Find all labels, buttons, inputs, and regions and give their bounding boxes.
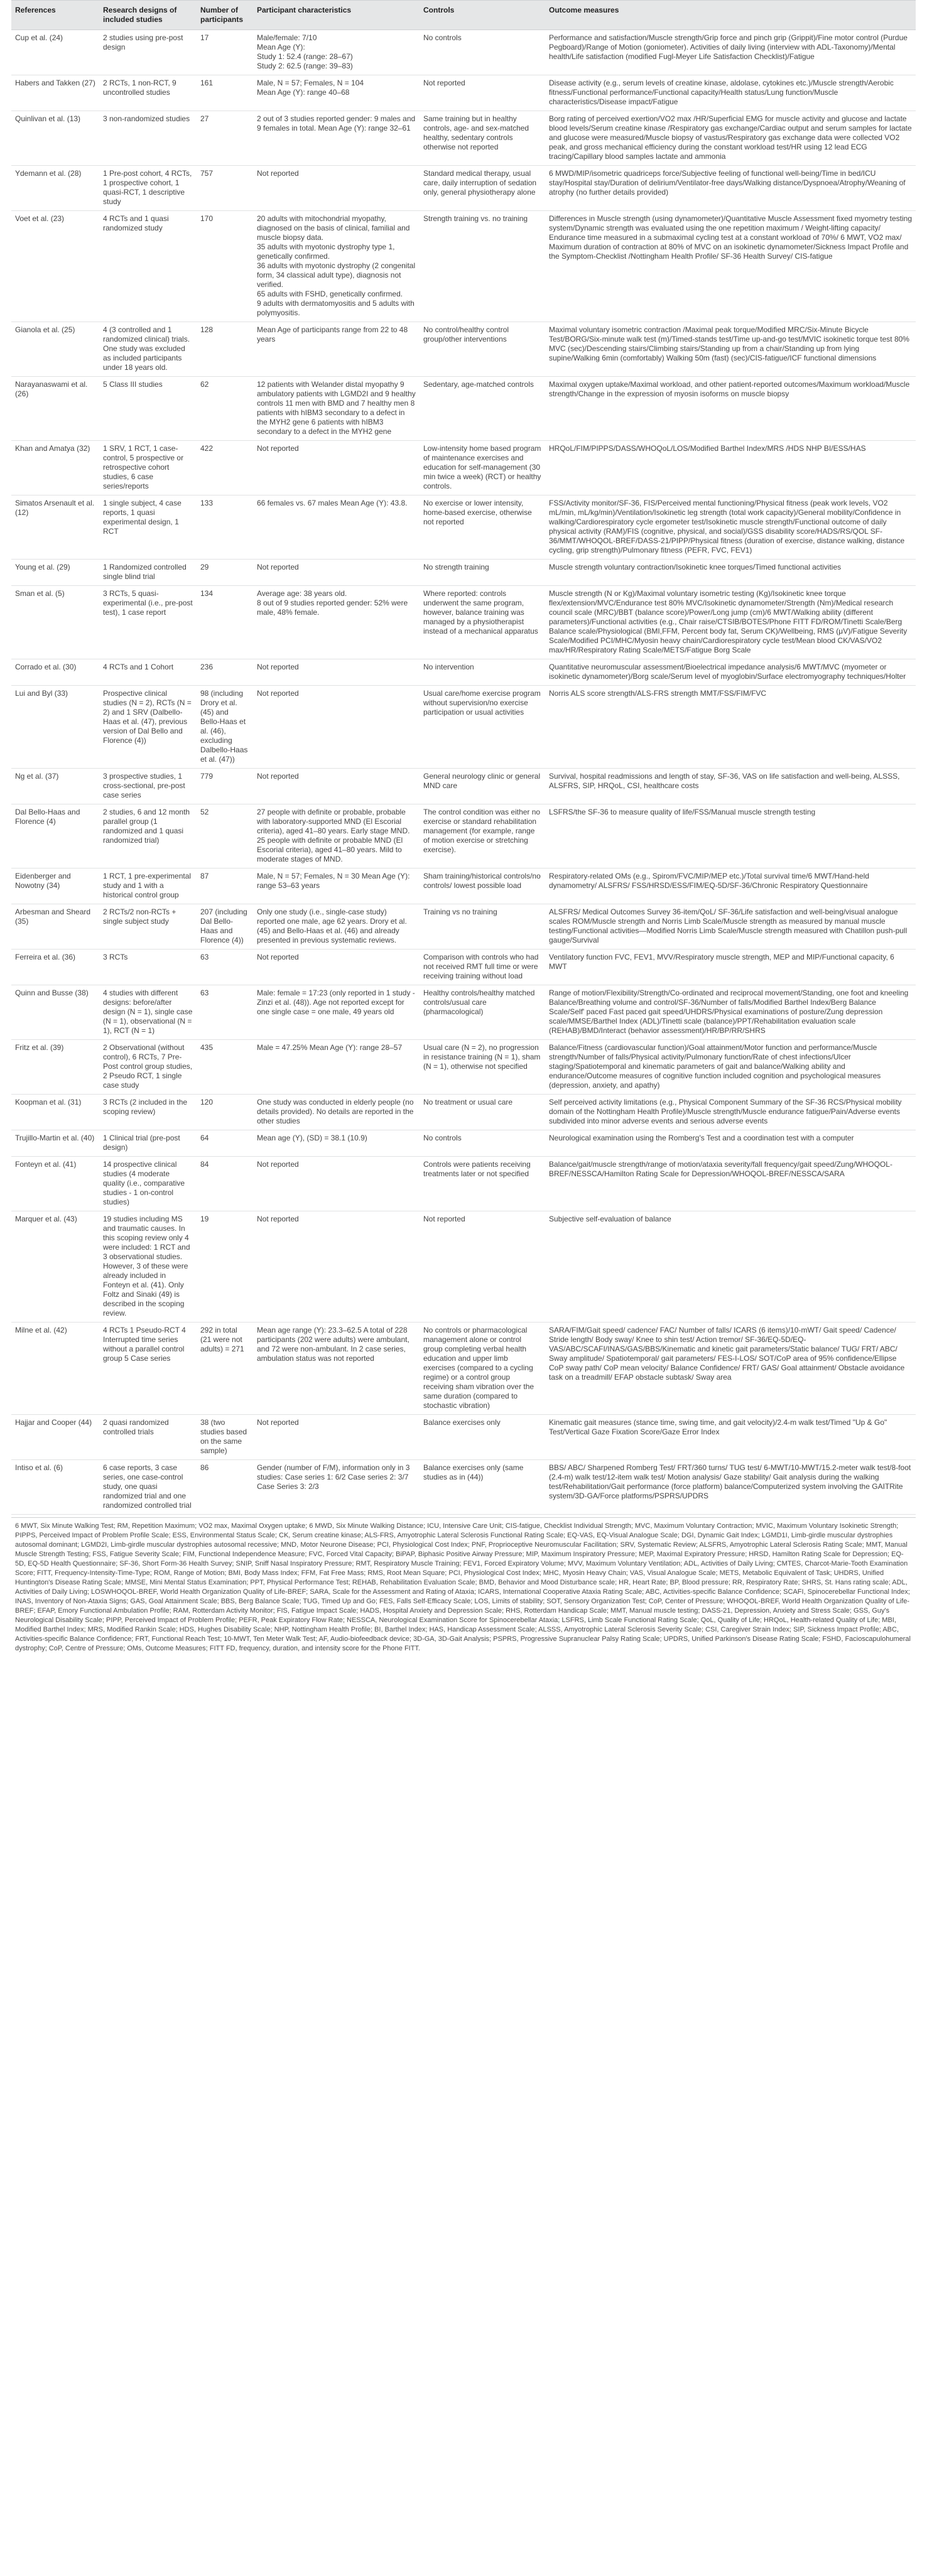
reference-cell: Quinn and Busse (38)	[11, 985, 99, 1040]
outcomes-cell: Balance/Fitness (cardiovascular function)/Goal attainment/Motor function and performance/Muscle strength/Number of falls/Physical activity/Pulmonary function/Rate of chest infections/Ulcer staging/Spatiotemporal and kinematic parameters of gait and balance/Walking ability and endurance/Outcome measures of cognitive function included cognition and psychological measures (depression, anxiety, and apathy)	[545, 1040, 916, 1095]
reference-cell: Young et al. (29)	[11, 560, 99, 586]
design-cell: 2 quasi randomized controlled trials	[99, 1415, 197, 1460]
outcomes-cell: Self perceived activity limitations (e.g., Physical Component Summary of the SF-36 RCS/Physical mobility domain of the Nottingham Health Profile)/Muscle strength/Muscle endurance fatigue/Pain/Adverse events subdivided into minor adverse events and serious adverse events	[545, 1095, 916, 1130]
reference-cell: Intiso et al. (6)	[11, 1460, 99, 1515]
characteristics-cell: Mean Age of participants range from 22 to 48 years	[253, 322, 420, 377]
table-row	[11, 904, 916, 950]
reference-cell: Ng et al. (37)	[11, 769, 99, 804]
participants-cell: 292 in total (21 were not adults) = 271	[197, 1323, 253, 1415]
reference-cell: Trujillo-Martin et al. (40)	[11, 1130, 99, 1157]
reference-cell: Dal Bello-Haas and Florence (4)	[11, 804, 99, 869]
participants-cell: 170	[197, 211, 253, 322]
controls-cell: Sedentary, age-matched controls	[420, 377, 545, 441]
outcomes-cell: Balance/gait/muscle strength/range of motion/ataxia severity/fall frequency/gait speed/Zung/WHOQOL-BREF/NESSCA/Hamilton Rating Scale for Depression/WHOQOL-BREF/NESSCA/SARA	[545, 1157, 916, 1211]
controls-cell: Balance exercises only (same studies as in (44))	[420, 1460, 545, 1515]
table-body	[11, 30, 916, 1515]
outcomes-cell: Differences in Muscle strength (using dynamometer)/Quantitative Muscle Assessment fixed myometry testing system/Dynamic strength was evaluated using the one repetition maximum / Weight-lifting capacity/ Endurance time measured in a submaximal cycling test at a constant workload of 70%/ 6 MWT, VO2 max/ Maximum duration of contraction at 80% of MVC on an isokinetic dynamometer/Sickness Impact Profile and the Symptom-Checklist /Nottingham Health Profile/ SF-36 Health Survey/ CIS-fatigue	[545, 211, 916, 322]
reference-cell: Koopman et al. (31)	[11, 1095, 99, 1130]
outcomes-cell: Disease activity (e.g., serum levels of creatine kinase, aldolase, cytokines etc.)/Muscle strength/Aerobic fitness/Functional performance/Functional capacity/Health status/Lung function/Muscle characteristics/Disease impact/Fatigue	[545, 75, 916, 111]
controls-cell: Healthy controls/healthy matched controls/usual care (pharmacological)	[420, 985, 545, 1040]
reference-cell: Hajjar and Cooper (44)	[11, 1415, 99, 1460]
controls-cell: No control/healthy control group/other interventions	[420, 322, 545, 377]
design-cell: 4 RCTs 1 Pseudo-RCT 4 Interrupted time series without a parallel control group 5 Case series	[99, 1323, 197, 1415]
reference-cell: Habers and Takken (27)	[11, 75, 99, 111]
controls-cell: No strength training	[420, 560, 545, 586]
reference-cell: Gianola et al. (25)	[11, 322, 99, 377]
outcomes-cell: Respiratory-related OMs (e.g., Spirom/FVC/MIP/MEP etc.)/Total survival time/6 MWT/Hand-held dynamometry/ ALSFRS/ FSS/HRSD/ESS/FIM/EQ-5D/SF-36/Chronic Respiratory Questionnaire	[545, 869, 916, 904]
design-cell: 2 studies, 6 and 12 month parallel group (1 randomized and 1 quasi randomized trial)	[99, 804, 197, 869]
design-cell: 4 studies with different designs: before/after design (N = 1), single case (N = 1), observational (N = 1), RCT (N = 1)	[99, 985, 197, 1040]
outcomes-cell: Maximal oxygen uptake/Maximal workload, and other patient-reported outcomes/Maximum workload/Muscle strength/Change in the expression of myosin isoforms on muscle biopsy	[545, 377, 916, 441]
characteristics-cell: Not reported	[253, 686, 420, 769]
design-cell: 4 RCTs and 1 quasi randomized study	[99, 211, 197, 322]
controls-cell: Balance exercises only	[420, 1415, 545, 1460]
header-cell: Participant characteristics	[253, 1, 420, 30]
design-cell: 2 Observational (without control), 6 RCTs, 7 Pre-Post control group studies, 2 Pseudo RCT, 1 single case study	[99, 1040, 197, 1095]
header-cell: Controls	[420, 1, 545, 30]
characteristics-cell: Not reported	[253, 659, 420, 686]
outcomes-cell: Ventilatory function FVC, FEV1, MVV/Respiratory muscle strength, MEP and MIP/Functional capacity, 6 MWT	[545, 950, 916, 985]
reference-cell: Lui and Byl (33)	[11, 686, 99, 769]
characteristics-cell: Average age: 38 years old. 8 out of 9 studies reported gender: 52% were male, 48% female.	[253, 586, 420, 659]
participants-cell: 62	[197, 377, 253, 441]
participants-cell: 757	[197, 166, 253, 211]
table-row	[11, 1095, 916, 1130]
characteristics-cell: Not reported	[253, 1415, 420, 1460]
outcomes-cell: ALSFRS/ Medical Outcomes Survey 36-item/QoL/ SF-36/Life satisfaction and well-being/visual analogue scales ROM/Muscle strength and Norris Limb Scale/Muscle strength as measured by manual muscle testing/Functional activities—Modified Norris Limb Scale/Muscle strength measured with Chatillon push-pull gauge/Survival	[545, 904, 916, 950]
table-header	[11, 1, 916, 30]
controls-cell: Standard medical therapy, usual care, daily interruption of sedation only, general physiotherapy alone	[420, 166, 545, 211]
outcomes-cell: Norris ALS score strength/ALS-FRS strength MMT/FSS/FIM/FVC	[545, 686, 916, 769]
controls-cell: No controls	[420, 1130, 545, 1157]
table-row	[11, 869, 916, 904]
design-cell: 1 SRV, 1 RCT, 1 case-control, 5 prospective or retrospective cohort studies, 6 case series/reports	[99, 441, 197, 495]
characteristics-cell: Male/female: 7/10 Mean Age (Y): Study 1: 52.4 (range: 28–67) Study 2: 62.5 (range: 39–83)	[253, 30, 420, 75]
table-row	[11, 560, 916, 586]
table-row	[11, 1130, 916, 1157]
table-row	[11, 211, 916, 322]
outcomes-cell: Range of motion/Flexibility/Strength/Co-ordinated and reciprocal movement/Standing, one foot and kneeling Balance/Breathing volume and control/SF-36/Number of falls/Modified Barthel Index/Berg Balance Scale/Self' paced Fast paced gait speed/UHDRS/Physical examinations of posture/Zung depression scale/MMSE/Barthel Index (ADL)/Tinetti scale (balance)/PPT/Rehabilitation evaluation scale (REHAB)/BMD/Interact (behavior assessment)/HR/BP/RR/SHRS	[545, 985, 916, 1040]
controls-cell: Strength training vs. no training	[420, 211, 545, 322]
design-cell: 6 case reports, 3 case series, one case-control study, one quasi randomized trial and one randomized controlled trial	[99, 1460, 197, 1515]
design-cell: 3 RCTs (2 included in the scoping review)	[99, 1095, 197, 1130]
participants-cell: 779	[197, 769, 253, 804]
participants-cell: 84	[197, 1157, 253, 1211]
outcomes-cell: Performance and satisfaction/Muscle strength/Grip force and pinch grip (Grippit)/Fine motor control (Purdue Pegboard)/Range of Motion (goniometer). Activities of daily living (interview with ADL-Taxonomy)/Mental health/Life satisfaction (modified Fugl-Meyer Life Satisfaction Checklist)/Fatigue	[545, 30, 916, 75]
controls-cell: Same training but in healthy controls, age- and sex-matched healthy, sedentary controls otherwise not reported	[420, 111, 545, 166]
controls-cell: Low-intensity home based program of maintenance exercises and education for self-management (30 min twice a week) (RCT) or healthy controls.	[420, 441, 545, 495]
table-row	[11, 1211, 916, 1323]
references-table	[11, 0, 916, 1515]
participants-cell: 120	[197, 1095, 253, 1130]
participants-cell: 87	[197, 869, 253, 904]
design-cell: 3 RCTs	[99, 950, 197, 985]
outcomes-cell: BBS/ ABC/ Sharpened Romberg Test/ FRT/360 turns/ TUG test/ 6-MWT/10-MWT/15.2-meter walk test/8-foot (2.4-m) walk test/12-item walk test/ Motion analysis/ Gaze stability/ Gait analysis during the walking test/Rehabilitation/Gait performance (force platform) balance/Computerized system involving the GAITRite system/3D-GA/Force platforms/PSPRS/UPDRS	[545, 1460, 916, 1515]
controls-cell: No treatment or usual care	[420, 1095, 545, 1130]
controls-cell: Sham training/historical controls/no controls/ lowest possible load	[420, 869, 545, 904]
characteristics-cell: 27 people with definite or probable, probable with laboratory-supported MND (El Escorial criteria), aged 41–80 years. Early stage MND. 25 people with definite or probable MND (El Escorial criteria), aged 41–80 years. Mild to moderate stages of MND.	[253, 804, 420, 869]
design-cell: 19 studies including MS and traumatic causes. In this scoping review only 4 were included: 1 RCT and 3 observational studies. However, 3 of these were already included in Fonteyn et al. (41). Only Foltz and Sinaki (49) is described in the scoping review.	[99, 1211, 197, 1323]
characteristics-cell: Not reported	[253, 950, 420, 985]
reference-cell: Simatos Arsenault et al. (12)	[11, 495, 99, 560]
outcomes-cell: Neurological examination using the Romberg's Test and a coordination test with a computer	[545, 1130, 916, 1157]
participants-cell: 161	[197, 75, 253, 111]
table-row	[11, 1157, 916, 1211]
controls-cell: No controls	[420, 30, 545, 75]
reference-cell: Ferreira et al. (36)	[11, 950, 99, 985]
outcomes-cell: SARA/FIM/Gait speed/ cadence/ FAC/ Number of falls/ ICARS (6 items)/10-mWT/ Gait speed/ Cadence/ Stride length/ Body sway/ Knee to shin test/ Action tremor/ SF-36/EQ-5D/EQ-VAS/ABC/SCAFI/INAS/GAS/BBS/Kinematic and kinetic gait parameters/Static balance/ TUG/ FRT/ ABC/ Sway amplitude/ Spatiotemporal/ gait parameters/ FES-I-LOS/ SOT/CoP area of 95% confidence/Ellipse CoP sway path/ CoP mean velocity/ Balance Confidence/ FRT/ GAS/ Goal attainment/ Obstacle avoidance task on a treadmill/ EFAP obstacle subtask/ Sway area	[545, 1323, 916, 1415]
design-cell: 2 studies using pre-post design	[99, 30, 197, 75]
controls-cell: Comparison with controls who had not received RMT full time or were receiving training without load	[420, 950, 545, 985]
controls-cell: Usual care (N = 2), no progression in resistance training (N = 1), sham (N = 1), otherwise not specified	[420, 1040, 545, 1095]
table-row	[11, 985, 916, 1040]
characteristics-cell: Only one study (i.e., single-case study) reported one male, age 62 years. Drory et al. (45) and Bello-Haas et al. (46) and already presented in previous systematic reviews.	[253, 904, 420, 950]
design-cell: 2 RCTs, 1 non-RCT, 9 uncontrolled studies	[99, 75, 197, 111]
outcomes-cell: Borg rating of perceived exertion/VO2 max /HR/Superficial EMG for muscle activity and glucose and lactate blood levels/Serum creatine kinase /Respiratory gas exchange/Cardiac output and serum samples for lactate and glucose were measured/Muscle biopsy of vastus/Respiratory gas exchange data were collected VO2 peak, and gross mechanical efficiency during the constant workload test/HR using 12 lead ECG tracing/Capillary blood samples lactate and ammonia	[545, 111, 916, 166]
characteristics-cell: Mean age (Y), (SD) = 38.1 (10.9)	[253, 1130, 420, 1157]
controls-cell: Not reported	[420, 1211, 545, 1323]
characteristics-cell: 20 adults with mitochondrial myopathy, diagnosed on the basis of clinical, familial and muscle biopsy data. 35 adults with myotonic dystrophy type 1, genetically confirmed. 36 adults with myotonic dystrophy (2 congenital form, 34 classical adult type), diagnosis not verified. 65 adults with FSHD, genetically confirmed. 9 adults with dermatomyositis and 5 adults with polymyositis.	[253, 211, 420, 322]
outcomes-cell: HRQoL/FIM/PIPPS/DASS/WHOQoL/LOS/Modified Barthel Index/MRS /HDS NHP BI/ESS/HAS	[545, 441, 916, 495]
controls-cell: No exercise or lower intensity, home-based exercise, otherwise not reported	[420, 495, 545, 560]
participants-cell: 29	[197, 560, 253, 586]
characteristics-cell: Not reported	[253, 1211, 420, 1323]
participants-cell: 63	[197, 985, 253, 1040]
table-row	[11, 30, 916, 75]
characteristics-cell: Male: female = 17:23 (only reported in 1 study - Zinzi et al. (48)). Age not reported except for one single case = one male, 49 years old	[253, 985, 420, 1040]
controls-cell: No controls or pharmacological management alone or control group completing verbal health education and upper limb exercises (compared to a cycling regime) or a control group receiving sham vibration over the same duration (compared to stochastic vibration)	[420, 1323, 545, 1415]
outcomes-cell: Quantitative neuromuscular assessment/Bioelectrical impedance analysis/6 MWT/MVC (myometer or isokinetic dynamometer)/Borg scale/Serum level of myoglobin/Surface electromyography techniques/Holter	[545, 659, 916, 686]
table-row	[11, 659, 916, 686]
table-footnote: 6 MWT, Six Minute Walking Test; RM, Repetition Maximum; VO2 max, Maximal Oxygen uptake; 6 MWD, Six Minute Walking Distance; ICU, Intensive Care Unit; CIS-fatigue, Checklist Individual Strength; MVC, Maximum Voluntary Contraction; MVIC, Maximum Voluntary Isokinetic Strength; PIPPS, Perceived Impact of Problem Profile Scale; ESS, Environmental Status Scale; CK, Serum creatine kinase; ALS-FRS, Amyotrophic Lateral Sclerosis Functional Rating Scale; EQ-VAS, EQ-Visual Analogue Scale; DGI, Dynamic Gait Index; LGMD1I, Limb-girdle muscular dystrophies autosomal dominant; LGMD2I, Limb-girdle muscular dystrophies autosomal recessive; MND, Motor Neurone Disease; PCI, Physiological Cost Index; PNF, Proprioceptive Neuromuscular Facilitation; SRV, Systematic Review; ALSFRS, Amyotrophic Lateral Sclerosis Rating Scale; MMT, Manual Muscle Strength Testing; FSS, Fatigue Severity Scale; FIM, Functional Independence Measure; FVC, Forced Vital Capacity; BiPAP, Biphasic Positive Airway Pressure; MIP, Maximum Inspiratory Pressure; MEP, Maximal Expiratory Pressure; HRSD, Hamilton Rating Scale for Depression; EQ-5D, EQ-5D Health Questionnaire; SF-36, Short Form-36 Health Survey; SNIP, Sniff Nasal Inspiratory Pressure; RMT, Respiratory Muscle Training; FEV1, Forced Expiratory Volume; MVV, Maximum Voluntary Ventilation; ADL, Activities of Daily Living; CMTES, Charcot-Marie-Tooth Examination Score; FITT, Frequency-Intensity-Time-Type; ROM, Range of Motion; BMI, Body Mass Index; FFM, Fat Free Mass; RMS, Root Mean Square; PCI, Physiological Cost Index; MHC, Myosin Heavy Chain; VAS, Visual Analogue Scale; METS, Metabolic Equivalent of Task; UHDRS, Unified Huntington's Disease Rating Scale; MMSE, Mini Mental Status Examination; PPT, Physical Performance Test; REHAB, Rehabilitation Evaluation Scale; BMD, Behavior and Mood Disturbance scale; HR, Heart Rate; BP, Blood pressure; RR, Respiratory Rate; SHRS, St. Hans rating scale; ADL, Activities of Daily Living; LOSWHOQOL-BREF, World Health Organization Quality of Life-BREF; SARA, Scale for the Assessment and Rating of Ataxia; ICARS, International Cooperative Ataxia Rating Scale; ABC, Activities-specific Balance Confidence; SCAFI, Spinocerebellar Functional Index; INAS, Inventory of Non-Ataxia Signs; GAS, Goal Attainment Scale; BBS, Berg Balance Scale; TUG, Timed Up and Go; FES, Falls Self-Efficacy Scale; LOS, Limits of stability; SOT, Sensory Organization Test; CoP, Center of Pressure; WHOQOL-BREF, World Health Organization Quality of Life-BREF; EFAP, Emory Functional Ambulation Profile; RAM, Rotterdam Activity Monitor; FIS, Fatigue Impact Scale; HADS, Hospital Anxiety and Depression Scale; RHS, Rotterdam Handicap Scale; MMT, Manual muscle testing; DASS-21, Depression, Anxiety and Stress Scale; GSS, Guy's Neurological Disability Scale; PIPP, Perceived Impact of Problem Profile; PEFR, Peak Expiratory Flow Rate; NESSCA, Neurological Examination Score for Spinocerebellar Ataxia; LSFRS, Limb Scale Functional Rating Scale; QoL, Quality of Life; HRQoL, Health-related Quality of Life; MBI, Modified Barthel Index; MRS, Modified Rankin Scale; HDS, Hughes Disability Scale; NHP, Nottingham Health Profile; BI, Barthel Index; HAS, Handicap Assessment Scale; ALSSS, Amyotrophic Lateral Sclerosis Severity Scale; CSI, Caregiver Strain Index; SIP, Sickness Impact Profile; ABC, Activities-specific Balance Confidence; FRT, Functional Reach Test; 10-MWT, Ten Meter Walk Test; AF, Audio-biofeedback device; 3D-GA, 3D-Gait Analysis; PSPRS, Progressive Supranuclear Palsy Rating Scale; UPDRS, Unified Parkinson's Disease Rating Scale; FSHD, Facioscapulohumeral dystrophy; CoP, Centre of Pressure; OMs, Outcome Measures; FITT FD, frequency, duration, and intensity score for the Phone FITT.	[11, 1517, 916, 1659]
participants-cell: 435	[197, 1040, 253, 1095]
table-row	[11, 322, 916, 377]
outcomes-cell: Survival, hospital readmissions and length of stay, SF-36, VAS on life satisfaction and well-being, ALSSS, ALSFRS, SIP, HRQoL, CSI, healthcare costs	[545, 769, 916, 804]
reference-cell: Arbesman and Sheard (35)	[11, 904, 99, 950]
participants-cell: 64	[197, 1130, 253, 1157]
participants-cell: 52	[197, 804, 253, 869]
design-cell: 3 prospective studies, 1 cross-sectional, pre-post case series	[99, 769, 197, 804]
characteristics-cell: Not reported	[253, 166, 420, 211]
reference-cell: Eidenberger and Nowotny (34)	[11, 869, 99, 904]
controls-cell: Controls were patients receiving treatments later or not specified	[420, 1157, 545, 1211]
header-cell: Outcome measures	[545, 1, 916, 30]
design-cell: 1 Randomized controlled single blind trial	[99, 560, 197, 586]
reference-cell: Voet et al. (23)	[11, 211, 99, 322]
characteristics-cell: Male, N = 57; Females, N = 104 Mean Age (Y): range 40–68	[253, 75, 420, 111]
participants-cell: 98 (including Drory et al. (45) and Bello-Haas et al. (46), excluding Dalbello-Haas et al. (47))	[197, 686, 253, 769]
controls-cell: Training vs no training	[420, 904, 545, 950]
outcomes-cell: Kinematic gait measures (stance time, swing time, and gait velocity)/2.4-m walk test/Timed "Up & Go" Test/Vertical Gaze Fixation Score/Gaze Error Index	[545, 1415, 916, 1460]
design-cell: 1 single subject, 4 case reports, 1 quasi experimental design, 1 RCT	[99, 495, 197, 560]
table-row	[11, 75, 916, 111]
participants-cell: 19	[197, 1211, 253, 1323]
table-row	[11, 769, 916, 804]
design-cell: 14 prospective clinical studies (4 moderate quality (i.e., comparative studies - 1 on-control studies)	[99, 1157, 197, 1211]
characteristics-cell: Not reported	[253, 560, 420, 586]
reference-cell: Corrado et al. (30)	[11, 659, 99, 686]
design-cell: 1 RCT, 1 pre-experimental study and 1 with a historical control group	[99, 869, 197, 904]
table-row	[11, 1460, 916, 1515]
table-row	[11, 686, 916, 769]
reference-cell: Ydemann et al. (28)	[11, 166, 99, 211]
reference-cell: Quinlivan et al. (13)	[11, 111, 99, 166]
participants-cell: 27	[197, 111, 253, 166]
participants-cell: 86	[197, 1460, 253, 1515]
table-row	[11, 586, 916, 659]
characteristics-cell: Not reported	[253, 769, 420, 804]
characteristics-cell: Not reported	[253, 441, 420, 495]
controls-cell: The control condition was either no exercise or standard rehabilitation management (for example, range of motion exercise or stretching exercise).	[420, 804, 545, 869]
header-cell: Number of participants	[197, 1, 253, 30]
reference-cell: Fritz et al. (39)	[11, 1040, 99, 1095]
table-row	[11, 1040, 916, 1095]
table-header-row	[11, 1, 916, 30]
characteristics-cell: 12 patients with Welander distal myopathy 9 ambulatory patients with LGMD2I and 9 healthy controls 11 men with BMD and 7 healthy men 8 patients with hIBM3 secondary to a defect in the MYH2 gene 6 patients with hIBM3 secondary to a defect in the MYH2 gene	[253, 377, 420, 441]
design-cell: 4 (3 controlled and 1 randomized clinical) trials. One study was excluded as included participants under 18 years old.	[99, 322, 197, 377]
table-row	[11, 1415, 916, 1460]
outcomes-cell: Muscle strength (N or Kg)/Maximal voluntary isometric testing (Kg)/Isokinetic knee torque flex/extension/MVC/Endurance test 80% MVC/Isokinetic dynamometer/Strength (Nm)/Medical research council scale (MRC)/BBT (balance score)/Power/Long jump (cm)/6 MWT/Walking ability (different parameters)/Functional activities (e.g., Chair raise/CTSIB/BOTES/Phone FITT FD/ROM/Tinetti Scale/Berg Balance scale/Physiological (BMI,FFM, Percent body fat, Serum CK)/Wellbeing, RMS (μV)/Fatigue Severity Scale/Modified PCI/MHC/Myosin heavy chain/Cardiorespiratory cycle test/Mean blood CK/VAS/VO2 max/HR/Respiratory Rating Scale/METS/Fatigue Borg Scale	[545, 586, 916, 659]
table-row	[11, 804, 916, 869]
participants-cell: 134	[197, 586, 253, 659]
table-row	[11, 495, 916, 560]
characteristics-cell: One study was conducted in elderly people (no details provided). No details are reported in the other studies	[253, 1095, 420, 1130]
characteristics-cell: Not reported	[253, 1157, 420, 1211]
table-row	[11, 166, 916, 211]
design-cell: 5 Class III studies	[99, 377, 197, 441]
characteristics-cell: Male, N = 57; Females, N = 30 Mean Age (Y): range 53–63 years	[253, 869, 420, 904]
table-row	[11, 1323, 916, 1415]
characteristics-cell: 66 females vs. 67 males Mean Age (Y): 43.8.	[253, 495, 420, 560]
header-cell: Research designs of included studies	[99, 1, 197, 30]
participants-cell: 128	[197, 322, 253, 377]
design-cell: 3 RCTs, 5 quasi-experimental (i.e., pre-post test), 1 case report	[99, 586, 197, 659]
design-cell: 3 non-randomized studies	[99, 111, 197, 166]
characteristics-cell: Mean age range (Y): 23.3–62.5 A total of 228 participants (202 were adults) were ambulant, and 72 were non-ambulant. In 2 case series, ambulation status was not reported	[253, 1323, 420, 1415]
controls-cell: No intervention	[420, 659, 545, 686]
participants-cell: 133	[197, 495, 253, 560]
participants-cell: 63	[197, 950, 253, 985]
reference-cell: Narayanaswami et al. (26)	[11, 377, 99, 441]
table-row	[11, 377, 916, 441]
controls-cell: General neurology clinic or general MND care	[420, 769, 545, 804]
table-row	[11, 950, 916, 985]
outcomes-cell: Maximal voluntary isometric contraction /Maximal peak torque/Modified MRC/Six-Minute Bicycle Test/BORG/Six-minute walk test (m)/Timed-stands test/Time up-and-go test/MVIC isokinetic torque test 80% MVC (sec)/Descending stairs/Climbing stairs/Standing up from a chair/Standing up from lying supine/Walking 6min (comfortably) Walking 50m (fast) (sec)/CIS-fatigue/ICF functional dimensions	[545, 322, 916, 377]
reference-cell: Khan and Amatya (32)	[11, 441, 99, 495]
reference-cell: Cup et al. (24)	[11, 30, 99, 75]
table-row	[11, 441, 916, 495]
participants-cell: 422	[197, 441, 253, 495]
reference-cell: Milne et al. (42)	[11, 1323, 99, 1415]
characteristics-cell: Male = 47.25% Mean Age (Y): range 28–57	[253, 1040, 420, 1095]
design-cell: Prospective clinical studies (N = 2), RCTs (N = 2) and 1 SRV (Dalbello-Haas et al. (47), previous version of Dal Bello and Florence (4))	[99, 686, 197, 769]
controls-cell: Not reported	[420, 75, 545, 111]
participants-cell: 38 (two studies based on the same sample)	[197, 1415, 253, 1460]
controls-cell: Usual care/home exercise program without supervision/no exercise participation or usual activities	[420, 686, 545, 769]
design-cell: 1 Clinical trial (pre-post design)	[99, 1130, 197, 1157]
reference-cell: Marquer et al. (43)	[11, 1211, 99, 1323]
participants-cell: 207 (including Dal Bello-Haas and Florence (4))	[197, 904, 253, 950]
design-cell: 4 RCTs and 1 Cohort	[99, 659, 197, 686]
reference-cell: Sman et al. (5)	[11, 586, 99, 659]
outcomes-cell: FSS/Activity monitor/SF-36, FIS/Perceived mental functioning/Physical fitness (peak work levels, VO2 mL/min, mL/kg/min)/Ventilation/Isokinetic leg strength (total work capacity)/General mobility/Confidence in walking/Cardiorespiratory cycle ergometer test/Isokinetic muscle strength/Functional outcome of daily physical activity (RAM)/FIS (cognitive, physical, and social)/GSS disability score/HADS/RS/QOL SF-36/MMT/WHOQOL-BREF/DASS-21/PIPP/Physical fitness (duration of exercise, distance walking, distance cycling, grip strength)/Pulmonary fitness (PEFR, FVC, FEV1)	[545, 495, 916, 560]
design-cell: 1 Pre-post cohort, 4 RCTs, 1 prospective cohort, 1 quasi-RCT, 1 descriptive study	[99, 166, 197, 211]
participants-cell: 236	[197, 659, 253, 686]
outcomes-cell: LSFRS/the SF-36 to measure quality of life/FSS/Manual muscle strength testing	[545, 804, 916, 869]
characteristics-cell: Gender (number of F/M), information only in 3 studies: Case series 1: 6/2 Case series 2: 3/7 Case Series 3: 2/3	[253, 1460, 420, 1515]
controls-cell: Where reported: controls underwent the same program, however, balance training was managed by a physiotherapist instead of a mechanical apparatus	[420, 586, 545, 659]
participants-cell: 17	[197, 30, 253, 75]
outcomes-cell: 6 MWD/MIP/isometric quadriceps force/Subjective feeling of functional well-being/Time in bed/ICU stay/Hospital stay/Duration of delirium/Ventilator-free days/Walking distance/Dyspnoea/Atrophy/Weaning of atrophy (no further details provided)	[545, 166, 916, 211]
outcomes-cell: Subjective self-evaluation of balance	[545, 1211, 916, 1323]
outcomes-cell: Muscle strength voluntary contraction/Isokinetic knee torques/Timed functional activities	[545, 560, 916, 586]
characteristics-cell: 2 out of 3 studies reported gender: 9 males and 9 females in total. Mean Age (Y): range 32–61	[253, 111, 420, 166]
reference-cell: Fonteyn et al. (41)	[11, 1157, 99, 1211]
design-cell: 2 RCTs/2 non-RCTs + single subject study	[99, 904, 197, 950]
table-row	[11, 111, 916, 166]
header-cell: References	[11, 1, 99, 30]
